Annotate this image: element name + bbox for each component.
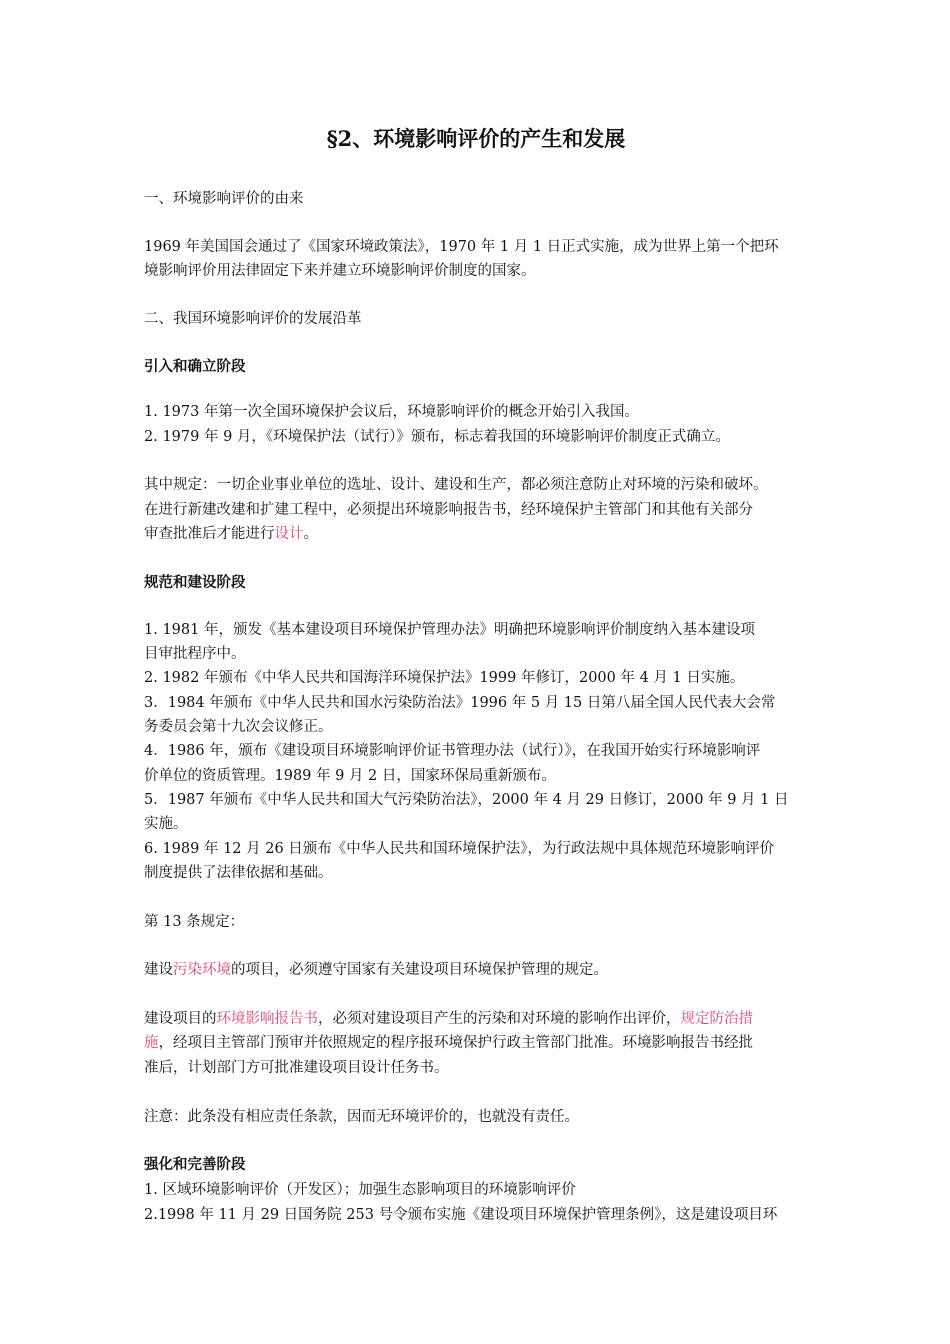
stage2-line-5: 务委员会第十九次会议修正。 bbox=[144, 719, 333, 735]
rule-text: 的项目，必须遵守国家有关建设项目环境保护管理的规定。 bbox=[231, 962, 608, 978]
stage2-line-4: 3．1984 年颁布《中华人民共和国水污染防治法》1996 年 5 月 15 日第八届全国人民代表大会常 bbox=[144, 695, 776, 711]
stage-heading-standardization: 规范和建设阶段 bbox=[144, 574, 246, 591]
rule-2-line-2 bbox=[144, 1031, 808, 1056]
stage2-line-9: 实施。 bbox=[144, 816, 188, 832]
origin-paragraph-line-2: 境影响评价用法律固定下来并建立环境影响评价制度的国家。 bbox=[144, 263, 536, 279]
stage2-line-6: 4．1986 年，颁布《建设项目环境影响评价证书管理办法（试行）》，在我国开始实行环境影响评 bbox=[144, 743, 761, 759]
rule-text: ，经项目主管部门预审并依照规定的程序报环境保护行政主管部门批准。环境影响报告书经批 bbox=[158, 1035, 753, 1051]
prevention-measures-link[interactable]: 规定防治措 bbox=[680, 1011, 753, 1027]
page-title: §2、环境影响评价的产生和发展 bbox=[326, 126, 626, 151]
stage2-line-8: 5．1987 年颁布《中华人民共和国大气污染防治法》，2000 年 4 月 29 日修订，2000 年 9 月 1 日 bbox=[144, 792, 789, 808]
stage2-line-11: 制度提供了法律依据和基础。 bbox=[144, 865, 333, 881]
stage2-line-10: 6. 1989 年 12 月 26 日颁布《中华人民共和国环境保护法》，为行政法规中具体规范环境影响评价 bbox=[144, 841, 775, 857]
stage2-line-3: 2. 1982 年颁布《中华人民共和国海洋环境保护法》1999 年修订，2000 年 4 月 1 日实施。 bbox=[144, 670, 745, 686]
section-heading-origin: 一、环境影响评价的由来 bbox=[144, 191, 304, 207]
stage-heading-strengthening: 强化和完善阶段 bbox=[144, 1156, 246, 1173]
stage1-item-1: 1. 1973 年第一次全国环境保护会议后，环境影响评价的概念开始引入我国。 bbox=[144, 404, 639, 420]
section-heading-development: 二、我国环境影响评价的发展沿革 bbox=[144, 311, 362, 327]
stage1-note-line-3 bbox=[144, 522, 808, 547]
rule-2-line-1 bbox=[144, 1007, 808, 1032]
pollution-environment-link[interactable]: 污染环境 bbox=[173, 962, 231, 978]
notice-text: 注意：此条没有相应责任条款，因而无环境评价的，也就没有责任。 bbox=[144, 1109, 579, 1125]
eia-report-link[interactable]: 环境影响报告书 bbox=[216, 1011, 318, 1027]
stage2-line-2: 目审批程序中。 bbox=[144, 646, 246, 662]
stage2-line-1: 1. 1981 年，颁发《基本建设项目环境保护管理办法》明确把环境影响评价制度纳入基本建设项 bbox=[144, 622, 755, 638]
stage2-line-7: 价单位的资质管理。1989 年 9 月 2 日，国家环保局重新颁布。 bbox=[144, 768, 556, 784]
stage-heading-introduction: 引入和确立阶段 bbox=[144, 358, 246, 375]
rule-1 bbox=[144, 958, 808, 983]
note-text: 审查批准后才能进行 bbox=[144, 526, 275, 542]
stage3-line-2: 2.1998 年 11 月 29 日国务院 253 号令颁布实施《建设项目环境保护管理条例》，这是建设项目环 bbox=[144, 1207, 778, 1223]
stage1-item-2: 2. 1979 年 9 月，《环境保护法（试行）》颁布，标志着我国的环境影响评价制度正式确立。 bbox=[144, 429, 730, 445]
note-text: 。 bbox=[303, 526, 318, 542]
rule-text: 建设项目的 bbox=[144, 1011, 217, 1027]
article-13-label: 第 13 条规定： bbox=[144, 914, 245, 930]
stage1-note-line-1: 其中规定：一切企业事业单位的选址、设计、建设和生产，都必须注意防止对环境的污染和破坏。 bbox=[144, 477, 768, 493]
origin-paragraph-line-1: 1969 年美国国会通过了《国家环境政策法》，1970 年 1 月 1 日正式实施，成为世界上第一个把环 bbox=[144, 239, 779, 255]
stage1-note-line-2: 在进行新建改建和扩建工程中，必须提出环境影响报告书，经环境保护主管部门和其他有关部分 bbox=[144, 502, 753, 518]
rule-text: 建设 bbox=[144, 962, 173, 978]
rule-2-line-3: 准后，计划部门方可批准建设项目设计任务书。 bbox=[144, 1060, 449, 1076]
prevention-measures-link-cont[interactable]: 施 bbox=[144, 1035, 159, 1051]
stage3-line-1: 1. 区域环境影响评价（开发区）；加强生态影响项目的环境影响评价 bbox=[144, 1182, 576, 1198]
rule-text: ，必须对建设项目产生的污染和对环境的影响作出评价， bbox=[318, 1011, 681, 1027]
design-link[interactable]: 设计 bbox=[274, 526, 304, 542]
